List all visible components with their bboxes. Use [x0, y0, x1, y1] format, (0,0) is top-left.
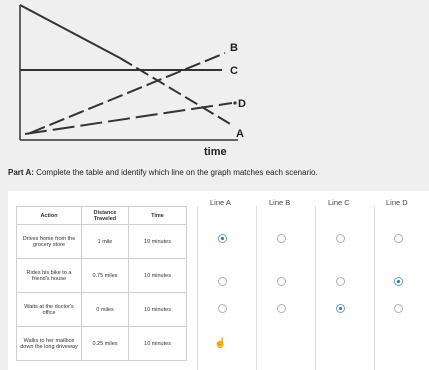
table-row: [17, 259, 187, 293]
label-line-b: B: [230, 42, 238, 54]
radio-line-a[interactable]: [218, 234, 227, 243]
column-header-line-d: Line D: [386, 198, 408, 207]
column-header-line-b: Line B: [269, 198, 291, 207]
column-header-line-a: Line A: [210, 198, 231, 207]
line-a: [120, 58, 232, 125]
row-distance: 0.75 miles: [82, 259, 129, 293]
header-distance: Distance Traveled: [82, 207, 129, 225]
radio-line-b[interactable]: [277, 234, 286, 243]
row-action: Walks to her mailbox down the long driveway: [17, 327, 82, 361]
row-distance: 1 mile: [82, 225, 129, 259]
column-header-line-c: Line C: [328, 198, 350, 207]
row-time: 10 minutes: [129, 327, 187, 361]
hand-pointer-icon: ☝: [214, 338, 227, 349]
table-row: [17, 327, 187, 361]
radio-line-c[interactable]: [336, 277, 345, 286]
header-action: Action: [17, 207, 82, 225]
header-time: Time: [129, 207, 187, 225]
row-time: 10 minutes: [129, 259, 187, 293]
column-divider: [315, 206, 316, 370]
part-label: Part A:: [8, 168, 34, 177]
radio-line-b[interactable]: [277, 304, 286, 313]
prompt-text: Complete the table and identify which line on the graph matches each scenario.: [36, 168, 318, 177]
label-line-a: A: [236, 128, 244, 140]
line-b: [30, 53, 225, 133]
row-distance: 0 miles: [82, 293, 129, 327]
row-time: 10 minutes: [129, 225, 187, 259]
row-action: Rides his bike to a friend's house: [17, 259, 82, 293]
scenario-table: [16, 206, 187, 361]
x-axis-label: time: [204, 146, 227, 158]
row-distance: 0.25 miles: [82, 327, 129, 361]
column-divider: [256, 206, 257, 370]
column-divider: [374, 206, 375, 370]
column-divider: [197, 206, 198, 370]
row-time: 10 minutes: [129, 293, 187, 327]
radio-line-c[interactable]: [336, 304, 345, 313]
line-d: [25, 103, 232, 134]
radio-line-a[interactable]: [218, 304, 227, 313]
radio-line-b[interactable]: [277, 277, 286, 286]
row-action: Drives home from the grocery store: [17, 225, 82, 259]
row-action: Waits at the doctor's office: [17, 293, 82, 327]
radio-line-d[interactable]: [394, 234, 403, 243]
label-line-d: D: [238, 98, 246, 110]
line-a-top: [20, 5, 120, 58]
distance-time-graph: [0, 0, 429, 175]
table-header-row: [17, 207, 187, 225]
radio-line-c[interactable]: [336, 234, 345, 243]
table-row: [17, 293, 187, 327]
table-row: [17, 225, 187, 259]
question-prompt: [8, 168, 318, 177]
radio-line-d[interactable]: [394, 277, 403, 286]
radio-line-d[interactable]: [394, 304, 403, 313]
radio-line-a[interactable]: [218, 277, 227, 286]
label-line-c: C: [230, 65, 238, 77]
